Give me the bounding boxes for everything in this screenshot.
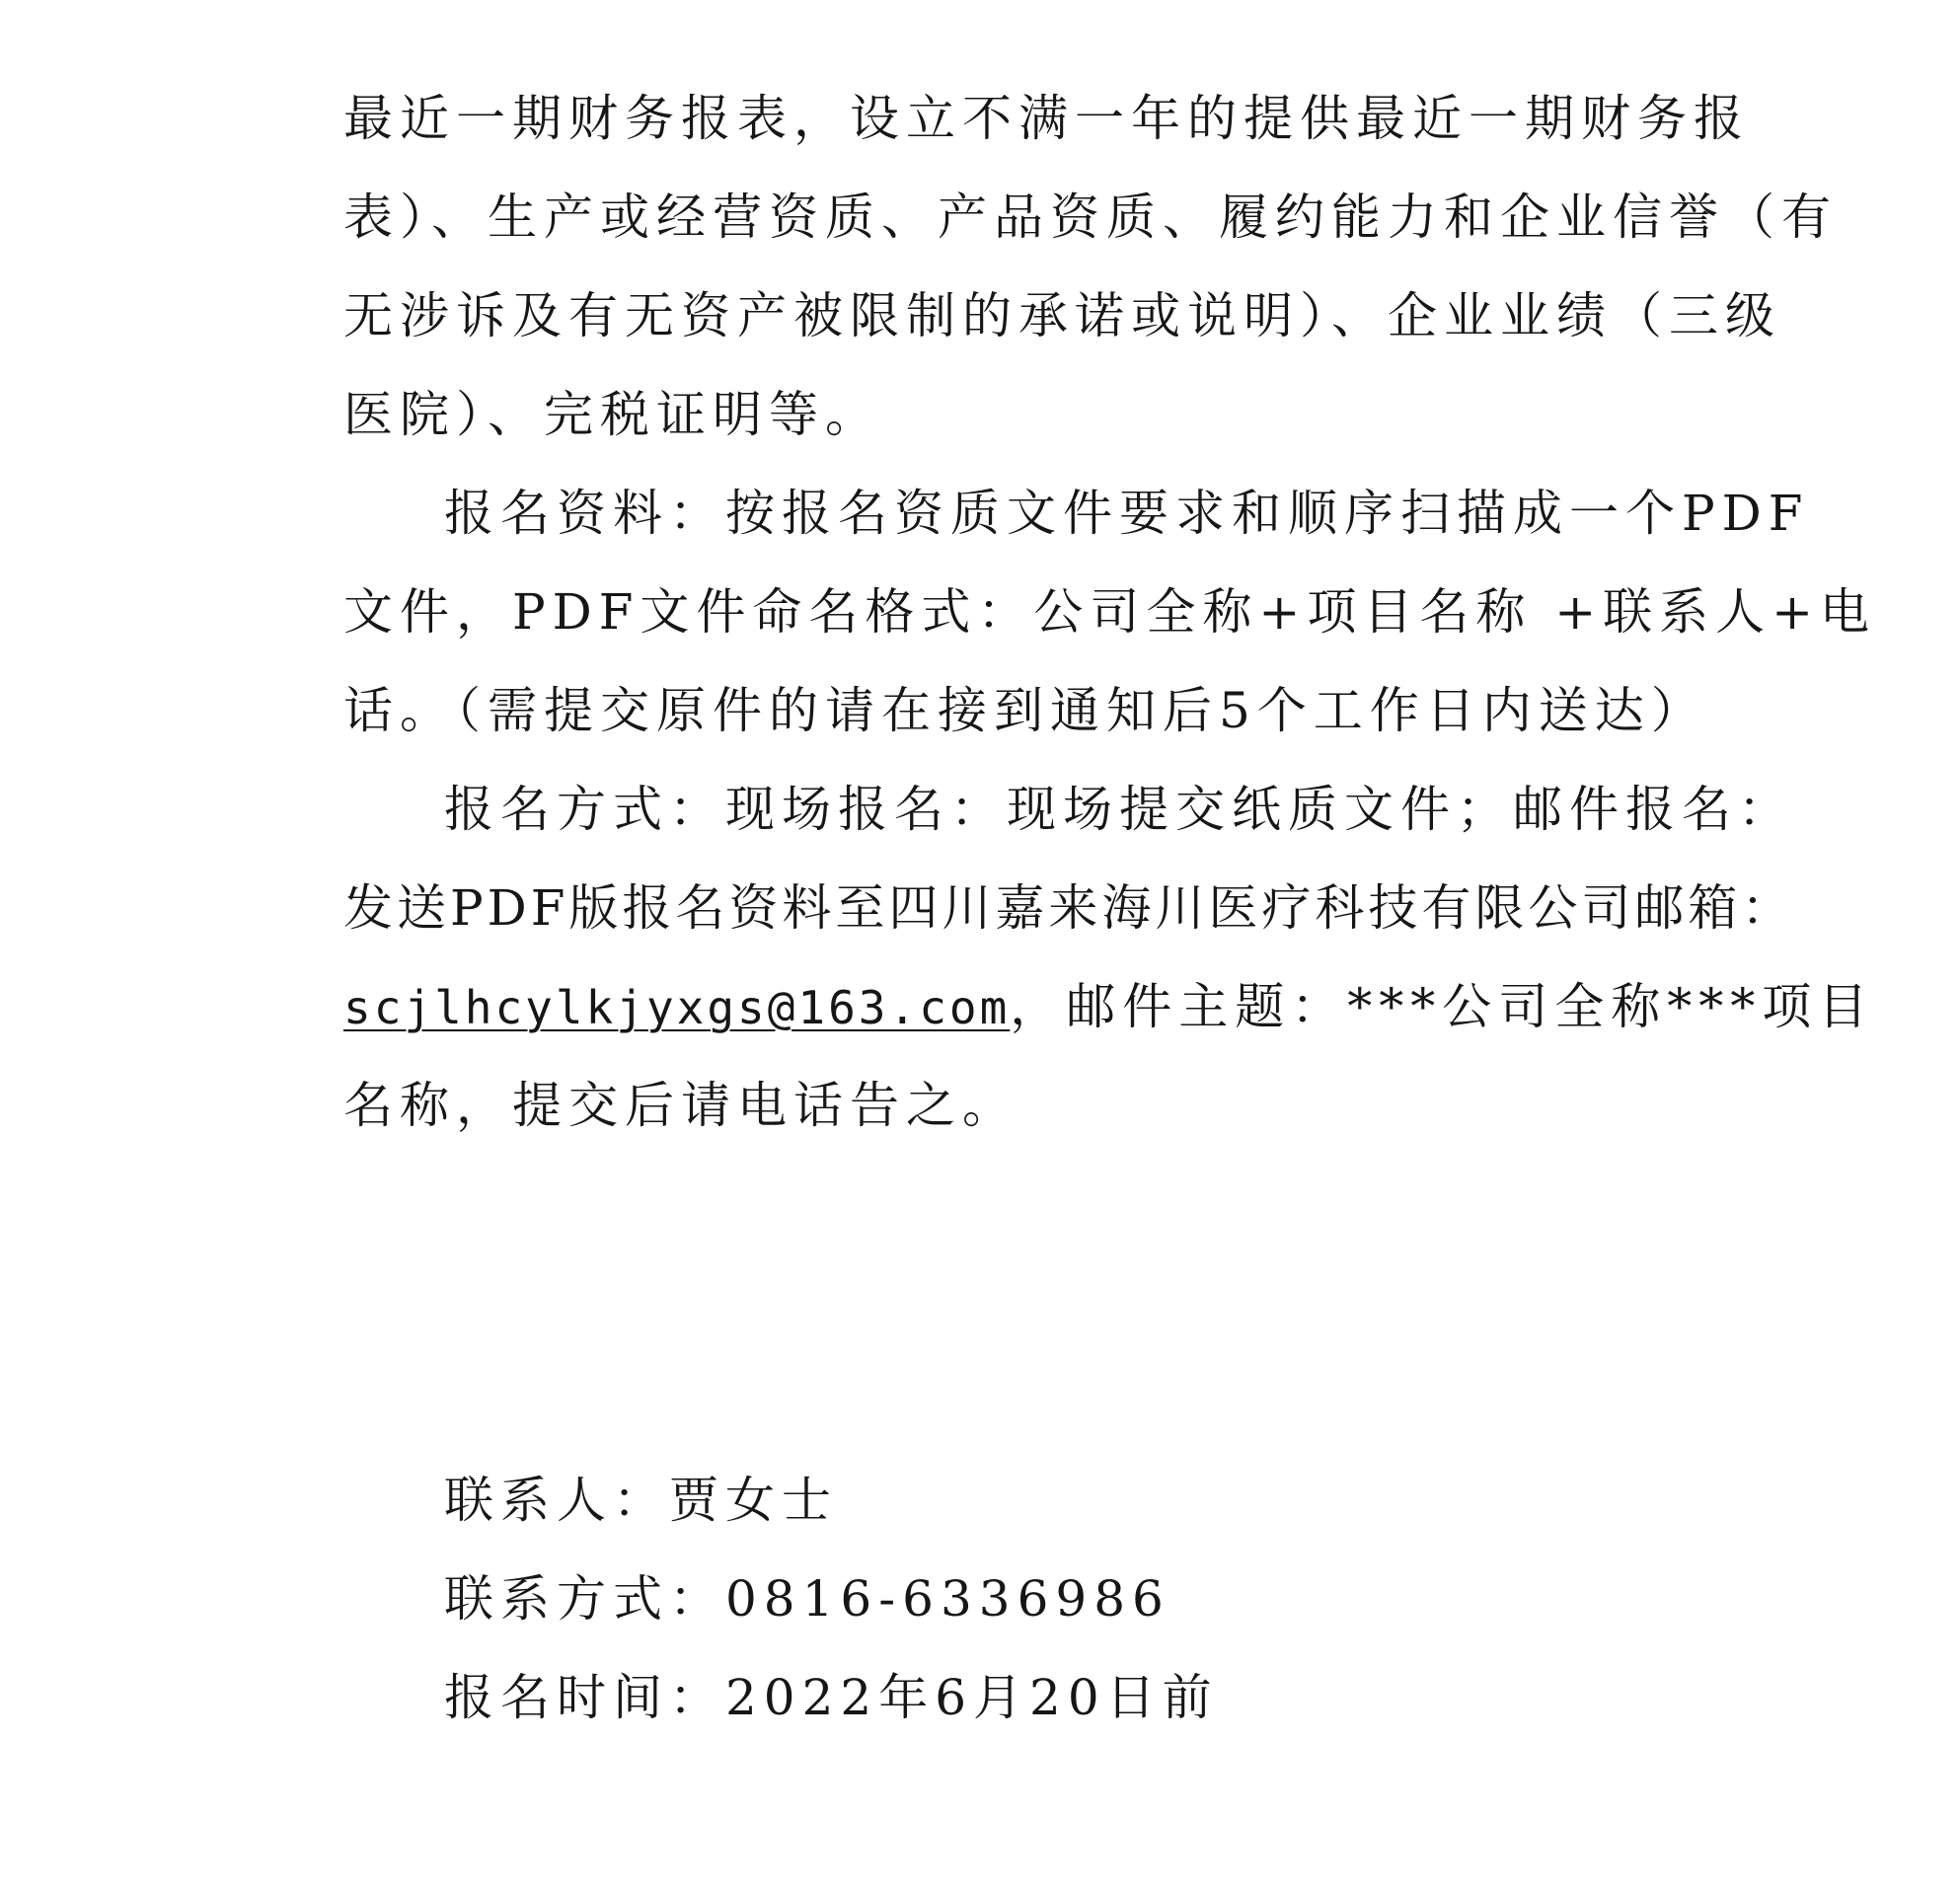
paragraph-2-line-3: 话。（需提交原件的请在接到通知后5个工作日内送达） <box>343 682 1707 739</box>
contact-phone: 联系方式：0816-6336986 <box>444 1570 1170 1628</box>
paragraph-1-line-2: 表）、生产或经营资质、产品资质、履约能力和企业信誉（有 <box>343 189 1838 246</box>
paragraph-1-line-1: 最近一期财务报表，设立不满一年的提供最近一期财务报 <box>343 90 1750 147</box>
paragraph-1-line-4: 医院）、完税证明等。 <box>343 386 881 443</box>
paragraph-3-line-1: 报名方式：现场报名：现场提交纸质文件；邮件报名： <box>444 781 1794 838</box>
paragraph-2-line-1: 报名资料：按报名资质文件要求和顺序扫描成一个PDF <box>444 485 1810 542</box>
email-subject-text: ，邮件主题：***公司全称***项目 <box>1010 978 1875 1035</box>
paragraph-1-line-3: 无涉诉及有无资产被限制的承诺或说明）、企业业绩（三级 <box>343 287 1781 344</box>
contact-person: 联系人：贾女士 <box>444 1472 838 1529</box>
email-link[interactable]: scjlhcylkjyxgs@163.com <box>343 981 1011 1034</box>
paragraph-2-line-2: 文件，PDF文件命名格式：公司全称+项目名称 +联系人+电 <box>343 583 1876 641</box>
paragraph-3-line-3 <box>343 977 1874 1037</box>
paragraph-3-line-2: 发送PDF版报名资料至四川嘉来海川医疗科技有限公司邮箱： <box>343 879 1795 937</box>
paragraph-3-line-4: 名称，提交后请电话告之。 <box>343 1077 1018 1134</box>
registration-deadline: 报名时间：2022年6月20日前 <box>444 1669 1219 1726</box>
